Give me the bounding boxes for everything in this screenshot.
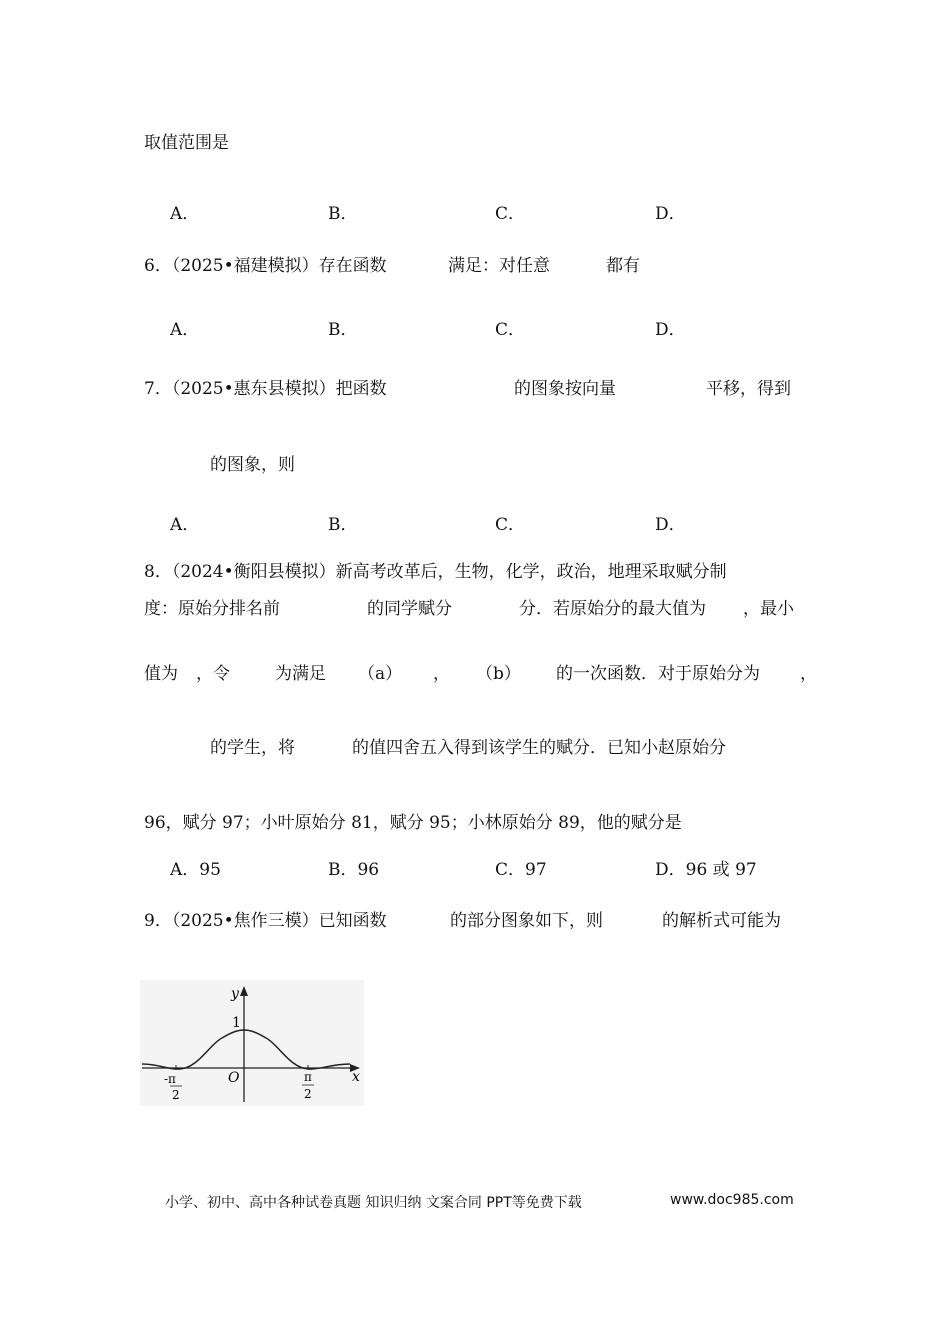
q8-line3f: （b） (476, 664, 521, 684)
q9-function-graph (140, 980, 364, 1106)
neg-pi-label: -π (164, 1072, 176, 1086)
q6-option-b: B． (328, 320, 358, 340)
q8-option-d: D．96 或 97 (655, 860, 757, 880)
q9-stem-part2: 的部分图象如下，则 (450, 911, 603, 931)
q7-option-c: C． (495, 515, 526, 535)
x-axis-label: x (352, 1069, 360, 1085)
q7-stem-part2: 的图象按向量 (514, 379, 616, 399)
q8-line3c: 为满足 (275, 664, 326, 684)
q8-line3a: 值为 (144, 664, 178, 684)
q6-option-c: C． (495, 320, 526, 340)
q8-line2d: ，最小 (743, 599, 794, 619)
pos-pi-label: π (304, 1070, 312, 1084)
q8-line4a: 的学生，将 (210, 738, 295, 758)
q6-stem-part2: 满足：对任意 (448, 256, 550, 276)
q8-option-c: C．97 (495, 860, 547, 880)
q6-option-a: A． (170, 320, 200, 340)
q5-option-c: C． (495, 204, 526, 224)
q5-option-d: D． (655, 204, 686, 224)
q7-stem-part3: 平移，得到 (706, 379, 791, 399)
q7-stem-part1: 7．（2025•惠东县模拟）把函数 (144, 379, 387, 399)
q9-stem-part3: 的解析式可能为 (662, 911, 781, 931)
origin-label: O (228, 1070, 240, 1086)
q8-line2b: 的同学赋分 (367, 599, 452, 619)
q6-option-d: D． (655, 320, 686, 340)
q6-stem-part3: 都有 (606, 256, 640, 276)
q7-stem-line2: 的图象，则 (210, 455, 295, 475)
q8-line3d: （a） (358, 664, 403, 684)
q8-line3e: ， (433, 664, 450, 684)
q5-option-a: A． (170, 204, 200, 224)
q8-line3g: 的一次函数．对于原始分为 (556, 664, 760, 684)
footer-text: 小学、初中、高中各种试卷真题 知识归纳 文案合同 PPT等免费下载 (165, 1195, 582, 1211)
q6-stem-part1: 6．（2025•福建模拟）存在函数 (144, 256, 387, 276)
y-one-label: 1 (232, 1015, 241, 1031)
q8-line3h: ， (800, 664, 817, 684)
q8-line3b: ，令 (196, 664, 230, 684)
q8-line4b: 的值四舍五入得到该学生的赋分．已知小赵原始分 (352, 738, 726, 758)
q7-option-a: A． (170, 515, 200, 535)
q7-option-b: B． (328, 515, 358, 535)
neg-pi-denom: 2 (172, 1088, 180, 1102)
y-axis-label: y (231, 986, 239, 1002)
q8-option-b: B．96 (328, 860, 380, 880)
q8-line2a: 度：原始分排名前 (144, 599, 280, 619)
pos-pi-denom: 2 (304, 1087, 312, 1101)
q8-line1: 8．（2024•衡阳县模拟）新高考改革后，生物，化学，政治，地理采取赋分制 (144, 562, 727, 582)
footer-site-link[interactable]: www.doc985.com (670, 1192, 794, 1208)
q8-option-a: A．95 (170, 860, 221, 880)
q9-stem-part1: 9．（2025•焦作三模）已知函数 (144, 911, 387, 931)
q8-line2c: 分．若原始分的最大值为 (519, 599, 706, 619)
q5-option-b: B． (328, 204, 358, 224)
q5-tail: 取值范围是 (144, 133, 229, 153)
q8-line5: 96，赋分 97；小叶原始分 81，赋分 95；小林原始分 89，他的赋分是 (144, 813, 682, 833)
q7-option-d: D． (655, 515, 686, 535)
